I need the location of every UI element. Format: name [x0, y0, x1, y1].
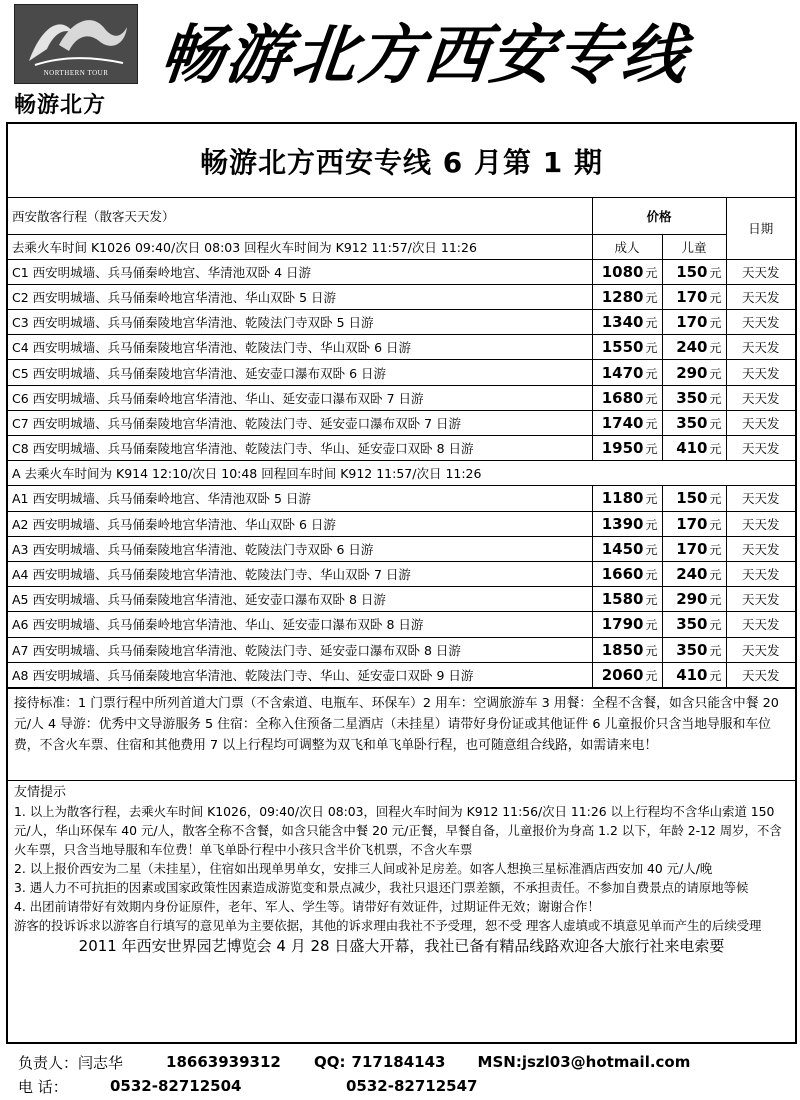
price-unit: 元: [645, 492, 658, 507]
child-price-cell: [662, 335, 726, 360]
child-price-cell: [662, 662, 726, 687]
child-price-cell: [662, 536, 726, 561]
adult-price-cell: [592, 486, 662, 511]
child-price-cell: [662, 284, 726, 309]
route-cell: A7 西安明城墙、兵马俑秦陵地宫华清池、乾陵法门寺、延安壶口瀑布双卧 8 日游: [8, 637, 592, 662]
price-unit: 元: [709, 643, 722, 658]
price-unit: 元: [645, 668, 658, 683]
table-title-row: [8, 198, 795, 234]
child-price: 410: [676, 439, 708, 458]
date-cell: 天天发: [726, 612, 795, 637]
route-cell: A2 西安明城墙、兵马俑秦岭地宫华清池、华山双卧 6 日游: [8, 511, 592, 536]
date-header: 日期: [726, 198, 795, 259]
adult-price: 1790: [601, 615, 644, 634]
price-unit: 元: [645, 341, 658, 356]
child-price-cell: [662, 436, 726, 461]
msn-address: jszl03@hotmail.com: [521, 1053, 691, 1071]
table-row: [8, 536, 795, 561]
manager-label: 负责人：: [18, 1053, 79, 1072]
route-cell: C3 西安明城墙、兵马俑秦陵地宫华清池、乾陵法门寺双卧 5 日游: [8, 310, 592, 335]
logo-chinese-text: 畅游北方: [14, 92, 107, 118]
date-cell: 天天发: [726, 410, 795, 435]
child-price-cell: [662, 486, 726, 511]
train-info-c: 去乘火车时间 K1026 09:40/次日 08:03 回程火车时间为 K912 11:57/次日 11:26: [8, 234, 592, 259]
qq-label: QQ:: [314, 1053, 346, 1071]
adult-price: 1340: [601, 313, 644, 332]
price-unit: 元: [645, 290, 658, 305]
date-cell: 天天发: [726, 662, 795, 687]
route-cell: A1 西安明城墙、兵马俑秦岭地宫、华清池双卧 5 日游: [8, 486, 592, 511]
price-unit: 元: [645, 593, 658, 608]
child-header: 儿童: [662, 234, 726, 259]
route-cell: A3 西安明城墙、兵马俑秦陵地宫华清池、乾陵法门寺双卧 6 日游: [8, 536, 592, 561]
adult-price: 1950: [601, 439, 644, 458]
adult-price: 1470: [601, 363, 644, 382]
service-standard: 接待标准：1 门票行程中所列首道大门票（不含索道、电瓶车、环保车）2 用车：空调旅游车 3 用餐：全程不含餐，如含只能含中餐 20 元/人 4 导游：优秀中文导游服务 5 住宿：全称入住预备二星酒店（未挂星）请带好身份证或其他证件 6 儿童报价只含当地导服和车位费，不含火车票、住宿和其他费用 7 以上行程均可调整为双飞和单飞单卧行程，也可随意组合线路，如需请来电！: [8, 688, 795, 780]
tip-item: 1. 以上为散客行程，去乘火车时间 K1026，09:40/次日 08:03，回程火车时间为 K912 11:56/次日 11:26 以上行程均不含华山索道 150 元/人，华山环保车 40 元/人，散客全称不含餐，如含只能含中餐 20 元/正餐，早餐自备，儿童报价为身高 1.2 以下，年龄 2-12 周岁，不含火车票，只含当地导服和车位费！单飞单卧行程中小孩只含半价飞机票，不含火车票: [14, 803, 782, 857]
adult-price: 1680: [601, 388, 644, 407]
adult-price-cell: [592, 587, 662, 612]
child-price: 170: [676, 313, 708, 332]
contact-footer: [18, 1050, 798, 1098]
adult-price: 1660: [601, 565, 644, 584]
table-row: [8, 360, 795, 385]
adult-price: 1550: [601, 338, 644, 357]
child-price: 350: [676, 413, 708, 432]
route-cell: C7 西安明城墙、兵马俑秦陵地宫华清池、乾陵法门寺、延安壶口瀑布双卧 7 日游: [8, 410, 592, 435]
table-row: [8, 385, 795, 410]
route-cell: A5 西安明城墙、兵马俑秦陵地宫华清池、延安壶口瀑布双卧 8 日游: [8, 587, 592, 612]
price-unit: 元: [645, 442, 658, 457]
child-price: 290: [676, 363, 708, 382]
child-price-cell: [662, 511, 726, 536]
price-unit: 元: [645, 542, 658, 557]
adult-price-cell: [592, 511, 662, 536]
table-row: [8, 310, 795, 335]
adult-price-cell: [592, 360, 662, 385]
adult-price: 1580: [601, 590, 644, 609]
price-unit: 元: [709, 265, 722, 280]
adult-price-cell: [592, 436, 662, 461]
adult-price-cell: [592, 335, 662, 360]
route-cell: C5 西安明城墙、兵马俑秦陵地宫华清池、延安壶口瀑布双卧 6 日游: [8, 360, 592, 385]
mobile-number: 18663939312: [166, 1053, 281, 1071]
contact-row-1: [18, 1050, 798, 1074]
price-unit: 元: [645, 366, 658, 381]
adult-price: 1390: [601, 514, 644, 533]
price-unit: 元: [709, 290, 722, 305]
table-row: [8, 662, 795, 687]
itinerary-table: [8, 198, 795, 688]
child-price: 350: [676, 640, 708, 659]
route-cell: A4 西安明城墙、兵马俑秦陵地宫华清池、乾陵法门寺、华山双卧 7 日游: [8, 561, 592, 586]
child-price: 240: [676, 565, 708, 584]
adult-price: 1180: [601, 489, 644, 508]
date-cell: 天天发: [726, 637, 795, 662]
date-cell: 天天发: [726, 259, 795, 284]
adult-price-cell: [592, 385, 662, 410]
route-cell: C2 西安明城墙、兵马俑秦岭地宫华清池、华山双卧 5 日游: [8, 284, 592, 309]
date-cell: 天天发: [726, 587, 795, 612]
table-row: [8, 259, 795, 284]
adult-header: 成人: [592, 234, 662, 259]
price-unit: 元: [709, 316, 722, 331]
child-price: 170: [676, 287, 708, 306]
child-price-cell: [662, 360, 726, 385]
price-unit: 元: [645, 416, 658, 431]
table-row: [8, 486, 795, 511]
price-unit: 元: [709, 593, 722, 608]
price-unit: 元: [709, 366, 722, 381]
route-cell: C4 西安明城墙、兵马俑秦陵地宫华清池、乾陵法门寺、华山双卧 6 日游: [8, 335, 592, 360]
adult-price-cell: [592, 284, 662, 309]
table-header-row: [8, 234, 795, 259]
child-price-cell: [662, 410, 726, 435]
date-cell: 天天发: [726, 436, 795, 461]
child-price: 150: [676, 262, 708, 281]
phone-number-2: 0532-82712547: [346, 1077, 478, 1095]
child-price-cell: [662, 612, 726, 637]
date-cell: 天天发: [726, 385, 795, 410]
date-cell: 天天发: [726, 335, 795, 360]
date-cell: 天天发: [726, 511, 795, 536]
table-row: [8, 637, 795, 662]
table-row: [8, 561, 795, 586]
adult-price-cell: [592, 637, 662, 662]
table-row: [8, 612, 795, 637]
price-unit: 元: [709, 391, 722, 406]
child-price-cell: [662, 310, 726, 335]
date-cell: 天天发: [726, 561, 795, 586]
price-unit: 元: [645, 316, 658, 331]
child-price: 150: [676, 489, 708, 508]
price-unit: 元: [709, 618, 722, 633]
child-price-cell: [662, 587, 726, 612]
child-price: 240: [676, 338, 708, 357]
tip-item: 4. 出团前请带好有效期内身份证原件，老年、军人、学生等。请带好有效证件，过期证件无效；谢谢合作！: [14, 898, 600, 914]
price-unit: 元: [709, 416, 722, 431]
adult-price-cell: [592, 536, 662, 561]
price-unit: 元: [709, 542, 722, 557]
content-frame: [6, 122, 797, 1044]
route-cell: C1 西安明城墙、兵马俑秦岭地宫、华清池双卧 4 日游: [8, 259, 592, 284]
child-price: 170: [676, 539, 708, 558]
date-cell: 天天发: [726, 486, 795, 511]
price-unit: 元: [645, 643, 658, 658]
table-row: [8, 587, 795, 612]
price-unit: 元: [645, 265, 658, 280]
route-cell: A6 西安明城墙、兵马俑秦岭地宫华清池、华山、延安壶口瀑布双卧 8 日游: [8, 612, 592, 637]
tip-item: 2. 以上报价西安为二星（未挂星），住宿如出现单男单女，安排三人间或补足房差。如客人想换三星标准酒店西安加 40 元/人/晚: [14, 860, 713, 876]
price-header: 价格: [592, 198, 726, 234]
route-cell: A8 西安明城墙、兵马俑秦陵地宫华清池、乾陵法门寺、华山、延安壶口双卧 9 日游: [8, 662, 592, 687]
phone-number-1: 0532-82712504: [110, 1077, 242, 1095]
child-price-cell: [662, 385, 726, 410]
price-unit: 元: [645, 517, 658, 532]
table-row: [8, 511, 795, 536]
price-unit: 元: [645, 391, 658, 406]
adult-price: 2060: [601, 665, 644, 684]
page-title: 畅游北方西安专线: [156, 18, 692, 93]
child-price-cell: [662, 259, 726, 284]
child-price-cell: [662, 561, 726, 586]
section-title: 西安散客行程（散客天天发）: [8, 198, 592, 234]
price-unit: 元: [645, 618, 658, 633]
tip-item: 3. 遇人力不可抗拒的因素或国家政策性因素造成游览变和景点减少，我社只退还门票差额，不承担责任。不参加自费景点的请原地等候: [14, 879, 749, 895]
adult-price-cell: [592, 410, 662, 435]
adult-price-cell: [592, 310, 662, 335]
child-price: 290: [676, 590, 708, 609]
date-cell: 天天发: [726, 310, 795, 335]
date-cell: 天天发: [726, 360, 795, 385]
adult-price: 1280: [601, 287, 644, 306]
adult-price: 1080: [601, 262, 644, 281]
child-price: 410: [676, 665, 708, 684]
price-unit: 元: [645, 568, 658, 583]
price-unit: 元: [709, 442, 722, 457]
page-header: [0, 0, 800, 120]
tip-item: 游客的投诉诉求以游客自行填写的意见单为主要依据，其他的诉求理由我社不予受理，恕不受 理客人虚填或不填意见单而产生的后续受理: [14, 917, 762, 933]
price-unit: 元: [709, 341, 722, 356]
child-price: 350: [676, 388, 708, 407]
issue-title: 畅游北方西安专线 6 月第 1 期: [8, 124, 795, 198]
route-cell: C8 西安明城墙、兵马俑秦陵地宫华清池、乾陵法门寺、华山、延安壶口双卧 8 日游: [8, 436, 592, 461]
child-price: 170: [676, 514, 708, 533]
tips-section: [8, 780, 795, 959]
table-row: [8, 335, 795, 360]
price-unit: 元: [709, 668, 722, 683]
expo-banner: 2011 年西安世界园艺博览会 4 月 28 日盛大开幕，我社已备有精品线路欢迎各大旅行社来电索要: [78, 936, 725, 955]
qq-number: 717184143: [351, 1053, 446, 1071]
logo-english-text: NORTHERN TOUR: [43, 69, 109, 77]
price-unit: 元: [709, 492, 722, 507]
adult-price-cell: [592, 561, 662, 586]
adult-price-cell: [592, 612, 662, 637]
date-cell: 天天发: [726, 284, 795, 309]
train-info-a: A 去乘火车时间为 K914 12:10/次日 10:48 回程回车时间 K912 11:57/次日 11:26: [8, 461, 795, 486]
child-price-cell: [662, 637, 726, 662]
contact-row-2: [18, 1074, 798, 1098]
adult-price-cell: [592, 259, 662, 284]
phone-label: 电 话：: [18, 1077, 68, 1096]
route-cell: C6 西安明城墙、兵马俑秦岭地宫华清池、华山、延安壶口瀑布双卧 7 日游: [8, 385, 592, 410]
tips-title: 友情提示: [14, 784, 67, 800]
table-row: [8, 436, 795, 461]
date-cell: 天天发: [726, 536, 795, 561]
child-price: 350: [676, 615, 708, 634]
msn-label: MSN:: [477, 1053, 522, 1071]
adult-price: 1740: [601, 413, 644, 432]
adult-price: 1450: [601, 539, 644, 558]
table-row: [8, 410, 795, 435]
adult-price: 1850: [601, 640, 644, 659]
table-row: [8, 284, 795, 309]
manager-name: 闫志华: [78, 1053, 124, 1072]
price-unit: 元: [709, 568, 722, 583]
price-unit: 元: [709, 517, 722, 532]
train-info-row: [8, 461, 795, 486]
company-logo: [14, 4, 138, 84]
adult-price-cell: [592, 662, 662, 687]
